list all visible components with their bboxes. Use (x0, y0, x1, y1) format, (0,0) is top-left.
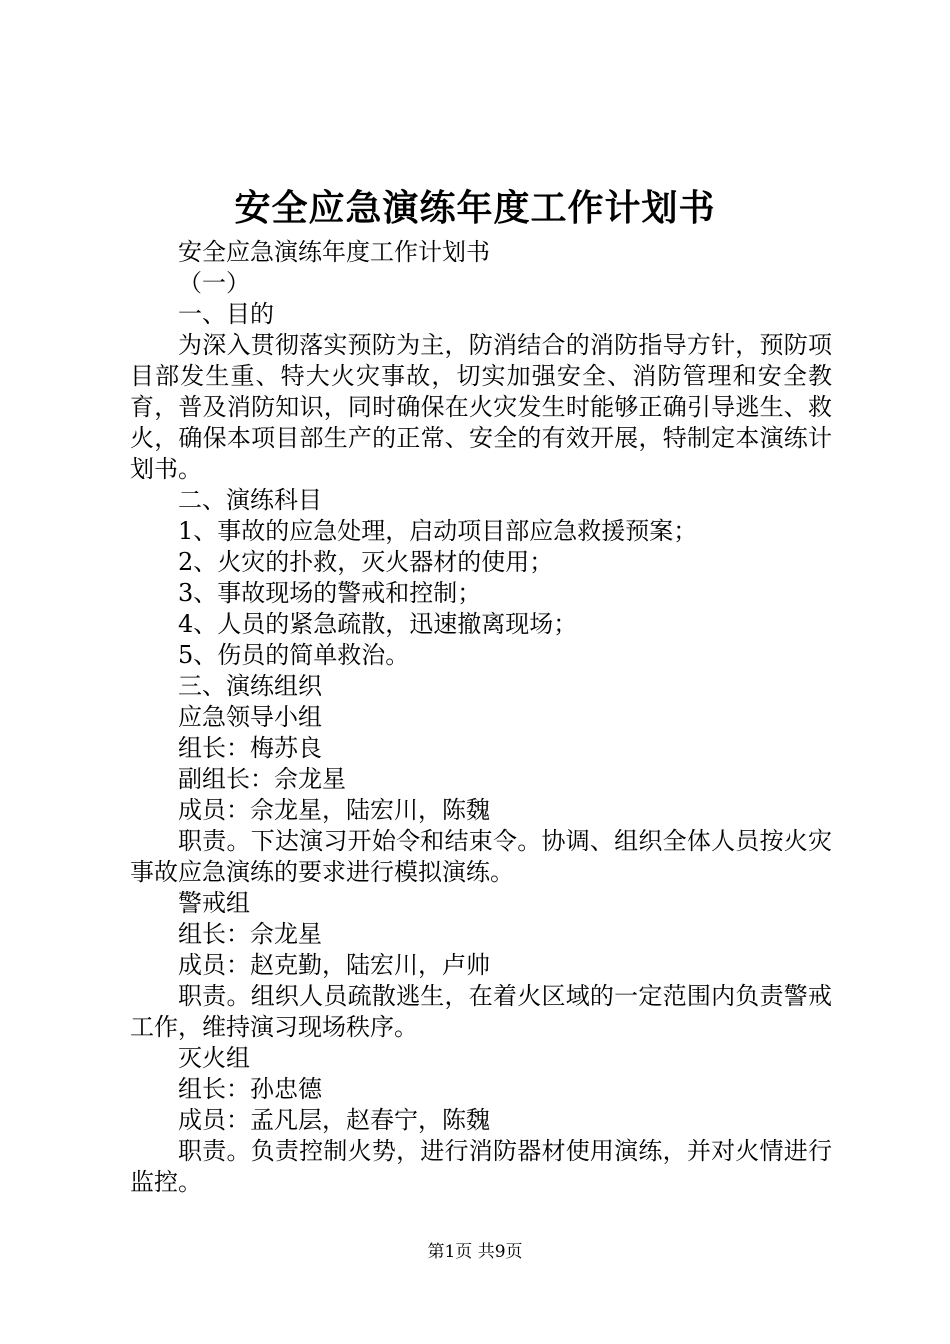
group-deputy-leader: 副组长：佘龙星 (178, 765, 346, 793)
group-members: 成员：佘龙星，陆宏川，陈魏 (178, 796, 490, 824)
document-title: 安全应急演练年度工作计划书 (234, 187, 716, 229)
document-body (130, 237, 832, 1198)
group-duties: 职责。组织人员疏散逃生，在着火区域的一定范围内负责警戒工作，维持演习现场秩序。 (130, 982, 832, 1041)
section-heading-organization: 三、演练组织 (178, 672, 322, 700)
group-leader: 组长：佘龙星 (178, 920, 322, 948)
group-duties: 职责。负责控制火势，进行消防器材使用演练，并对火情进行监控。 (130, 1137, 832, 1196)
group-name: 应急领导小组 (178, 703, 322, 731)
list-item: 5、伤员的简单救治。 (178, 641, 410, 669)
list-item: 1、事故的应急处理，启动项目部应急救援预案； (178, 517, 698, 545)
page-footer: 第1页 共9页 (427, 1242, 523, 1262)
group-leader: 组长：孙忠德 (178, 1075, 322, 1103)
subtitle-paragraph: 安全应急演练年度工作计划书 (178, 238, 490, 266)
group-name: 灭火组 (178, 1044, 250, 1072)
list-item: 3、事故现场的警戒和控制； (178, 579, 482, 607)
section-heading-purpose: 一、目的 (178, 300, 274, 328)
group-name: 警戒组 (178, 889, 250, 917)
group-leader: 组长：梅苏良 (178, 734, 322, 762)
group-members: 成员：孟凡层，赵春宁，陈魏 (178, 1106, 490, 1134)
group-members: 成员：赵克勤，陆宏川，卢帅 (178, 951, 490, 979)
list-item: 2、火灾的扑救，灭火器材的使用； (178, 548, 554, 576)
body-paragraph: 为深入贯彻落实预防为主，防消结合的消防指导方针，预防项目部发生重、特大火灾事故，切实加强安全、消防管理和安全教育，普及消防知识，同时确保在火灾发生时能够正确引导逃生、救火，确保本项目部生产的正常、安全的有效开展，特制定本演练计划书。 (130, 331, 832, 483)
group-duties: 职责。下达演习开始令和结束令。协调、组织全体人员按火灾事故应急演练的要求进行模拟演练。 (130, 827, 832, 886)
part-number: （一） (178, 269, 250, 297)
list-item: 4、人员的紧急疏散，迅速撤离现场； (178, 610, 578, 638)
section-heading-drill-items: 二、演练科目 (178, 486, 322, 514)
